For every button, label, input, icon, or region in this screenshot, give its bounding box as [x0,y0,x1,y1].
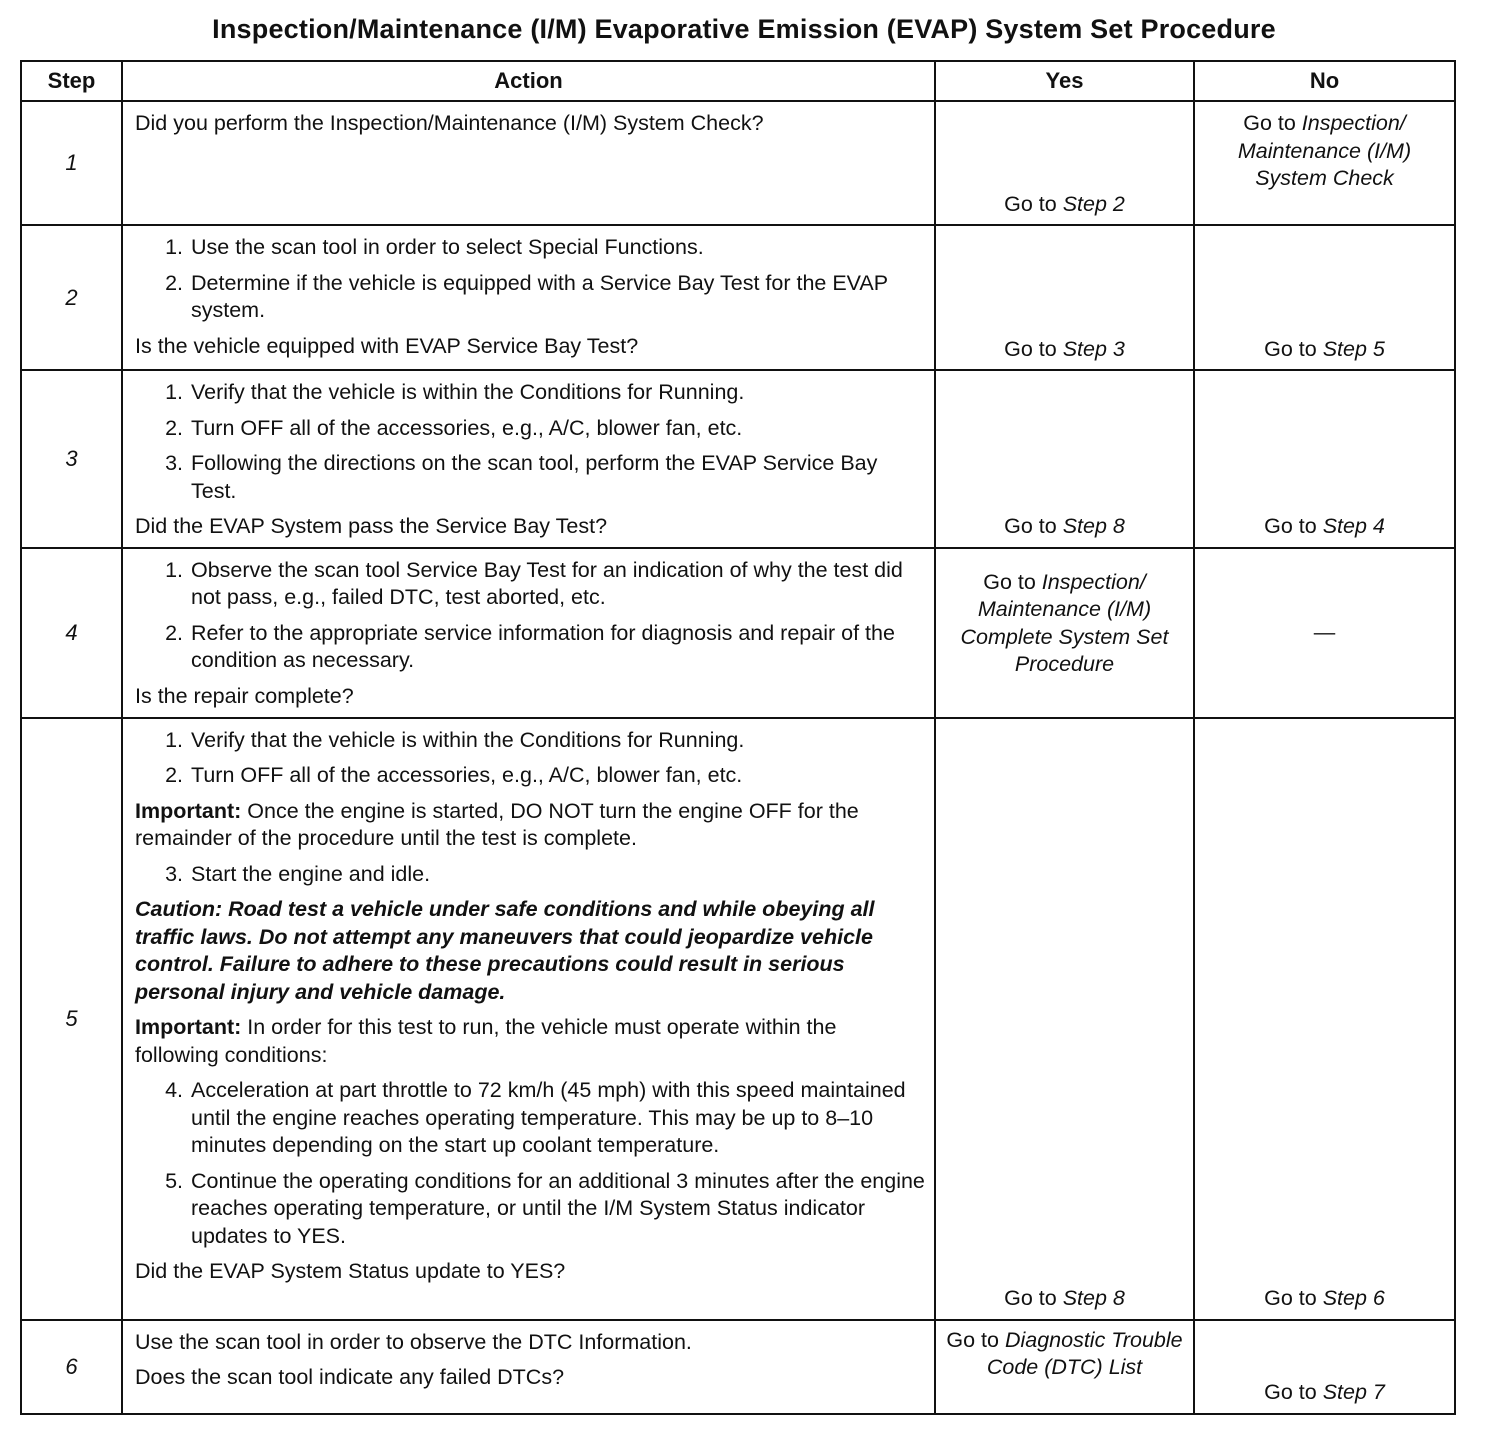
item-number: 1. [165,380,183,404]
list-item [135,450,926,505]
list-item [135,234,926,262]
yes-link[interactable]: Diagnostic Trouble Code (DTC) List [986,1327,1183,1379]
header-row [21,61,1455,101]
item-number: 5. [165,1168,183,1193]
list-item [135,379,926,407]
yes-link[interactable]: Inspection/ Maintenance (I/M) Complete System Set Procedure [960,569,1169,676]
no-link[interactable]: Step 4 [1322,514,1385,538]
item-number: 1. [165,727,183,752]
yes-cell [935,548,1194,718]
yes-cell [935,1320,1194,1414]
yes-prefix: Go to [1004,1286,1063,1310]
action-cell [122,718,935,1320]
action-cell [122,370,935,548]
table-row [21,1320,1455,1414]
item-text: Verify that the vehicle is within the Conditions for Running. [191,727,745,752]
item-text: Refer to the appropriate service information for diagnosis and repair of the condition as necessary. [191,620,895,672]
step-number: 1 [21,101,122,225]
item-number: 2. [165,270,183,295]
no-dash: — [1313,619,1336,644]
yes-link[interactable]: Step 2 [1062,191,1125,216]
item-text: Following the directions on the scan tool, perform the EVAP Service Bay Test. [191,451,878,503]
item-number: 2. [165,620,183,645]
question-text: Is the vehicle equipped with EVAP Service Bay Test? [135,333,639,358]
table-row [21,718,1455,1320]
action-cell [122,101,935,225]
yes-prefix: Go to [1004,514,1063,538]
no-cell [1194,225,1455,370]
step-number: 6 [21,1320,122,1414]
item-text: Acceleration at part throttle to 72 km/h (45 mph) with this speed maintained until the engine reaches operating temperature. This may be up to 8–10 minutes depending on the start up coolant temperature. [191,1078,906,1157]
important-note [135,798,926,853]
item-number: 3. [165,861,183,886]
yes-link[interactable]: Step 8 [1062,514,1125,538]
page-title: Inspection/Maintenance (I/M) Evaporative Emission (EVAP) System Set Procedure [212,14,1276,44]
item-text: Start the engine and idle. [191,861,431,886]
list-item [135,415,926,443]
no-cell [1194,1320,1455,1414]
yes-link[interactable]: Step 8 [1062,1286,1125,1310]
procedure-table [20,60,1456,1415]
item-text: Verify that the vehicle is within the Conditions for Running. [191,380,745,404]
item-text: Continue the operating conditions for an additional 3 minutes after the engine reaches operating temperature, or until the I/M System Status indicator updates to YES. [191,1168,925,1248]
no-cell [1194,370,1455,548]
table-row [21,101,1455,225]
table-row [21,548,1455,718]
list-item [135,1168,926,1251]
item-number: 2. [165,763,183,787]
question-text: Does the scan tool indicate any failed DTCs? [135,1365,565,1389]
item-text: Determine if the vehicle is equipped with a Service Bay Test for the EVAP system. [191,270,888,322]
no-cell [1194,548,1455,718]
no-prefix: Go to [1264,336,1323,361]
yes-link[interactable]: Step 3 [1062,336,1125,361]
header-yes: Yes [935,61,1194,101]
important-label: Important: [135,798,242,823]
important-label: Important: [135,1015,242,1039]
no-cell [1194,101,1455,225]
no-link[interactable]: Step 5 [1322,336,1385,361]
action-cell [122,548,935,718]
step-number: 4 [21,548,122,718]
question-text: Did the EVAP System Status update to YES? [135,1259,566,1283]
list-item [135,762,926,790]
table-row [21,370,1455,548]
list-item [135,1077,926,1160]
list-item [135,557,926,612]
question-text: Did you perform the Inspection/Maintenance (I/M) System Check? [135,111,764,135]
yes-cell [935,225,1194,370]
table-row [21,225,1455,370]
item-number: 3. [165,451,183,475]
no-link[interactable]: Inspection/ Maintenance (I/M) System Check [1237,111,1412,190]
header-action: Action [122,61,935,101]
action-text: Use the scan tool in order to observe the DTC Information. [135,1329,692,1354]
list-item [135,620,926,675]
no-prefix: Go to [1243,111,1302,135]
item-text: Turn OFF all of the accessories, e.g., A/C, blower fan, etc. [191,763,743,787]
yes-cell [935,101,1194,225]
list-item [135,270,926,325]
yes-prefix: Go to [1004,336,1063,361]
yes-cell [935,370,1194,548]
no-prefix: Go to [1264,514,1323,538]
step-number: 5 [21,718,122,1320]
item-number: 2. [165,415,183,440]
header-no: No [1194,61,1455,101]
important-note [135,1014,926,1069]
list-item [135,861,926,889]
yes-prefix: Go to [983,569,1042,594]
yes-prefix: Go to [1004,191,1063,216]
item-text: Use the scan tool in order to select Special Functions. [191,235,704,259]
no-prefix: Go to [1264,1286,1323,1310]
item-number: 1. [165,235,183,259]
no-link[interactable]: Step 7 [1322,1380,1385,1404]
header-step: Step [21,61,122,101]
no-prefix: Go to [1264,1380,1323,1404]
item-number: 4. [165,1078,183,1102]
question-text: Did the EVAP System pass the Service Bay Test? [135,514,608,538]
step-number: 3 [21,370,122,548]
no-cell [1194,718,1455,1320]
caution-note: Caution: Road test a vehicle under safe conditions and while obeying all traffic laws. Do not attempt any maneuvers that could jeopardize vehicle control. Failure to adhere to these precautions could result in serious personal injury and vehicle damage. [135,897,875,1004]
no-link[interactable]: Step 6 [1322,1286,1385,1310]
important-text: Once the engine is started, DO NOT turn the engine OFF for the remainder of the procedure until the test is complete. [135,798,859,850]
item-text: Observe the scan tool Service Bay Test for an indication of why the test did not pass, e.g., failed DTC, test aborted, etc. [191,557,903,609]
question-text: Is the repair complete? [135,683,354,708]
item-text: Turn OFF all of the accessories, e.g., A/C, blower fan, etc. [191,415,743,440]
list-item [135,727,926,755]
step-number: 2 [21,225,122,370]
important-text: In order for this test to run, the vehicle must operate within the following conditions: [135,1015,837,1067]
action-cell [122,225,935,370]
yes-prefix: Go to [946,1327,1005,1352]
item-number: 1. [165,557,183,582]
action-cell [122,1320,935,1414]
yes-cell [935,718,1194,1320]
